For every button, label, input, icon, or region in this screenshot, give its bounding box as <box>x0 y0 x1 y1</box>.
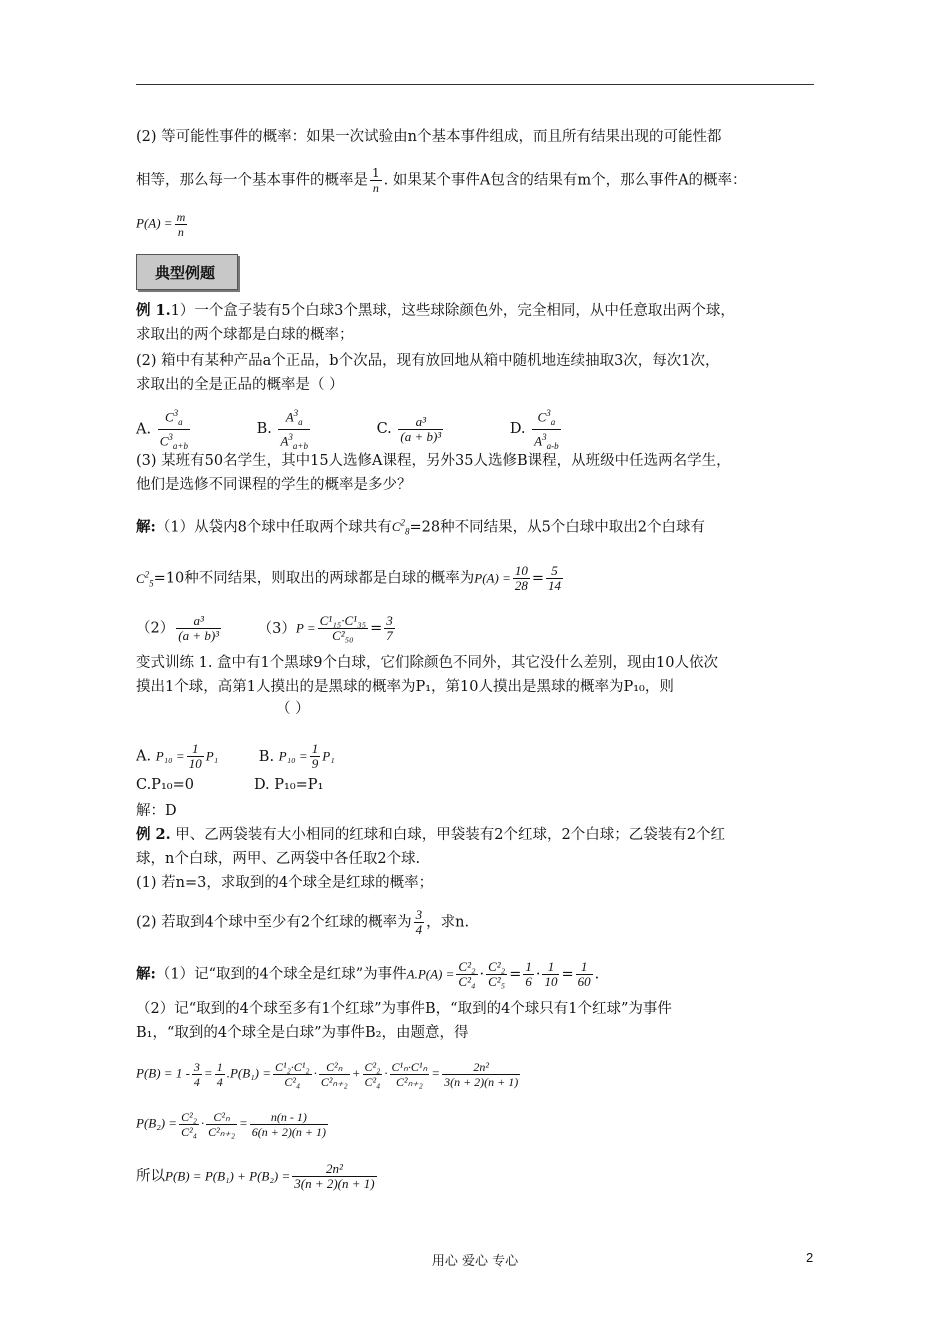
text-line: 例 1.1）一个盒子装有5个白球3个黑球，这些球除颜色外，完全相同，从中任意取出两个球， <box>136 302 735 319</box>
text-line: (2) 若取到4个球中至少有2个红球的概率为 $\frac{3}{4}$ ，求n. <box>136 907 470 937</box>
text-line: (1) 若n=3，求取到的4个球全是红球的概率； <box>136 875 434 891</box>
text-line: 求取出的两个球都是白球的概率； <box>136 327 354 343</box>
text-line: 变式训练 1. 盒中有1个黑球9个白球，它们除颜色不同外，其它没什么差别，现由10人依次 <box>136 655 718 671</box>
formula: P(B₂) = $\frac{\text{C²₂}}{\text{C²₄}}$ · $\frac{\text{C²ₙ}}{\text{C²ₙ₊₂}}$ = $\frac{n(n - 1)}{6(n + 2)(n + 1)}$ <box>136 1110 326 1139</box>
section-heading: 典型例题 <box>136 254 238 290</box>
formula: P(A) = $\frac{m}{n}$ <box>136 210 186 239</box>
text-line: (2) 等可能性事件的概率：如果一次试验由n个基本事件组成，而且所有结果出现的可能性都 <box>136 129 722 145</box>
text-line: B₁，“取到的4个球全是白球”为事件B₂，由题意，得 <box>136 1025 469 1041</box>
text-line: $C^2_5=10$种不同结果，则取出的两球都是白球的概率为P(A) = $\frac{10}{28}$ = $\frac{5}{14}$ <box>136 563 561 593</box>
text-line: 他们是选修不同课程的学生的概率是多少？ <box>136 477 412 493</box>
text-line: 解:（1）从袋内8个球中任取两个球共有$C^2_8=28$种不同结果，从5个白球中取出2个白球有 <box>136 518 706 537</box>
text-line: （2）记“取到的4个球至多有1个红球”为事件B，“取到的4个球只有1个红球”为事件 <box>136 1001 672 1017</box>
options-row: A. P₁₀ = $\frac{1}{10}$ P₁ B. P₁₀ = $\frac{1}{9}$ P₁ <box>136 741 335 771</box>
text-line: (2) 箱中有某种产品a个正品，b个次品，现有放回地从箱中随机地连续抽取3次，每次1次， <box>136 353 720 369</box>
text-line <box>136 166 747 195</box>
page-number: 2 <box>806 1250 814 1265</box>
text-line: （2） $\frac{\text{a³}}{\text{(a + b)³}}$ （3）P = $\frac{\text{C¹₁₅·C¹₃₅}}{\text{C²₅₀}}$ = $\frac{3}{7}$ <box>136 613 393 643</box>
text-line: 球，n个白球，两甲、乙两袋中各任取2个球. <box>136 851 421 867</box>
text-line: 摸出1个球，高第1人摸出的是黑球的概率为P₁，第10人摸出是黑球的概率为P₁₀，则 <box>136 679 674 695</box>
text-line: 解：D <box>136 803 177 819</box>
text-line: （ ） <box>276 701 310 717</box>
text-line: 例 2. 甲、乙两袋装有大小相同的红球和白球，甲袋装有2个红球，2个白球；乙袋装有2个红 <box>136 826 725 843</box>
page-footer: 用心 爱心 专心 <box>431 1254 519 1269</box>
text-span: . 如果某个事件A包含的结果有m个，那么事件A的概率： <box>383 172 747 189</box>
text-line: 所以P(B) = P(B₁) + P(B₂) = $\frac{\text{2n²}}{3(n + 2)(n + 1)}$ <box>136 1161 375 1191</box>
formula: P(B) = 1 - $\frac{3}{4}$ = $\frac{1}{4}$ .P(B₁) = $\frac{\text{C¹₂·C¹₂}}{\text{C²₄}}$ · $\frac{\text{C²ₙ}}{\text{C²ₙ₊₂}}$ + $\frac{\text{C²₂}}{\text{C²₄}}$ · $\frac{\text{C¹ₙ·C¹ₙ}}{\text{C²ₙ₊₂}}$ = $\frac{\text{2n²}}{3(n + 2)(n + 1)}$ <box>136 1060 519 1089</box>
options-row: C.P₁₀=0 D. P₁₀=P₁ <box>136 777 324 793</box>
options-row: A. $\frac{C^3_a}{C^3_{a+b}}$ B. $\frac{A^3_a}{A^3_{a+b}}$ C. $\frac{\text{a³}}{\text{(a + b)³}}$ D. $\frac{C^3_a}{A^3_{a-b}}$ <box>136 408 559 451</box>
text-line: 解:（1）记“取到的4个球全是红球”为事件A.P(A) = $\frac{\text{C²₂}}{\text{C²₄}}$ · $\frac{\text{C²₂}}{\text{C²₅}}$ = $\frac{1}{6}$ · $\frac{1}{10}$ = $\frac{1}{60}$ . <box>136 959 600 989</box>
text-line: (3) 某班有50名学生，其中15人选修A课程，另外35人选修B课程，从班级中任选两名学生， <box>136 453 731 469</box>
header-rule <box>136 84 814 85</box>
text-span: 相等，那么每一个基本事件的概率是 <box>136 172 368 189</box>
fraction: $\frac{1}{n}$ <box>372 166 380 195</box>
text-line: 求取出的全是正品的概率是（ ） <box>136 377 344 393</box>
